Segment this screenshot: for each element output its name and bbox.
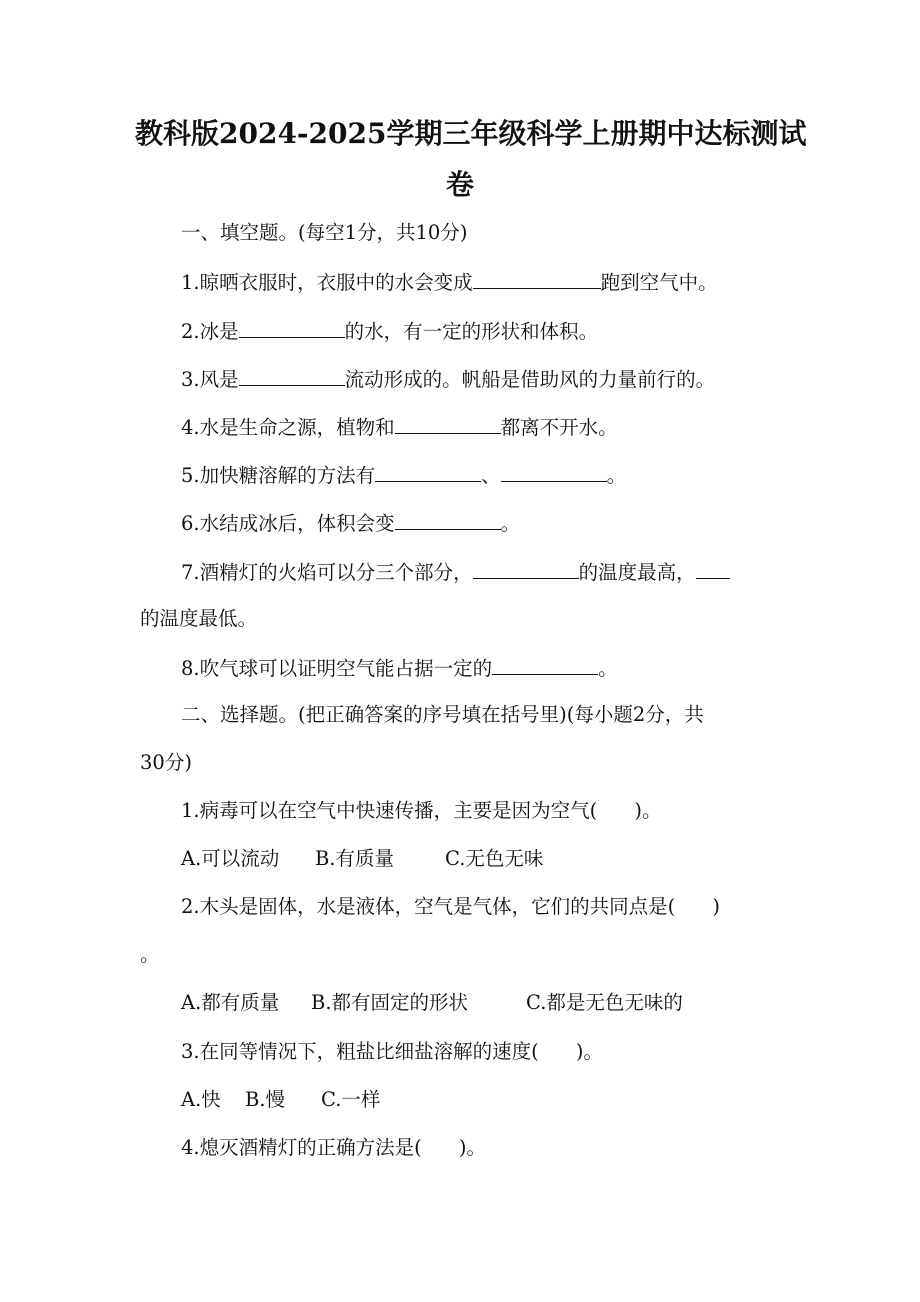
- answer-blank[interactable]: [473, 270, 601, 289]
- question-text: 都离不开水。: [500, 416, 618, 439]
- exam-title-line2: 卷: [445, 168, 474, 201]
- fill-question-3: [181, 367, 715, 391]
- question-text: 6.水结成冰后，体积会变: [181, 512, 395, 535]
- question-text: 5.加快糖溶解的方法有: [181, 464, 376, 487]
- question-text: 1.晾晒衣服时，衣服中的水会变成: [181, 271, 473, 294]
- option-b[interactable]: B.慢: [245, 1088, 286, 1111]
- section2-heading-continued: 30分): [140, 751, 192, 774]
- question-text: 。: [606, 464, 627, 487]
- answer-blank[interactable]: [239, 319, 345, 338]
- option-c[interactable]: C.无色无味: [445, 847, 544, 870]
- fill-question-4: [181, 415, 618, 439]
- choice-question-3: 3.在同等情况下，粗盐比细盐溶解的速度( )。: [181, 1040, 604, 1063]
- option-b[interactable]: B.有质量: [315, 847, 395, 870]
- question-text: 。: [500, 512, 521, 535]
- answer-blank[interactable]: [696, 560, 730, 579]
- section1-heading: 一、填空题。(每空1分，共10分): [181, 221, 468, 244]
- exam-title-line1: 教科版2024-2025学期三年级科学上册期中达标测试: [135, 117, 807, 150]
- answer-blank[interactable]: [395, 415, 501, 434]
- question-text: 。: [598, 657, 618, 680]
- choice-question-2-continued: 。: [140, 943, 160, 966]
- choice-question-3-options: [181, 1089, 380, 1111]
- option-b[interactable]: B.都有固定的形状: [311, 991, 469, 1014]
- question-text: 流动形成的。帆船是借助风的力量前行的。: [344, 368, 716, 391]
- fill-question-7: [181, 560, 730, 584]
- choice-question-4: 4.熄灭酒精灯的正确方法是( )。: [181, 1136, 487, 1159]
- question-text: 跑到空气中。: [600, 271, 718, 294]
- fill-question-2: [181, 319, 598, 343]
- choice-question-2-options: [181, 992, 683, 1014]
- question-text: 4.水是生命之源，植物和: [181, 416, 395, 439]
- question-text: 3.风是: [181, 368, 239, 391]
- question-text: 2.冰是: [181, 320, 239, 343]
- answer-blank[interactable]: [501, 463, 607, 482]
- answer-blank[interactable]: [375, 463, 481, 482]
- question-text: 7.酒精灯的火焰可以分三个部分，: [181, 561, 473, 584]
- fill-question-5: [181, 463, 626, 487]
- option-c[interactable]: C.一样: [321, 1088, 381, 1111]
- fill-question-7-continued: 的温度最低。: [140, 607, 258, 630]
- answer-blank[interactable]: [395, 511, 501, 530]
- fill-question-8: [181, 656, 618, 680]
- question-text: 、: [481, 464, 501, 487]
- option-a[interactable]: A.快: [181, 1088, 221, 1111]
- answer-blank[interactable]: [492, 656, 598, 675]
- fill-question-6: [181, 511, 520, 535]
- choice-question-1: 1.病毒可以在空气中快速传播，主要是因为空气( )。: [181, 799, 662, 822]
- question-text: 8.吹气球可以证明空气能占据一定的: [181, 657, 493, 680]
- option-a[interactable]: A.都有质量: [181, 991, 280, 1014]
- choice-question-1-options: [181, 848, 543, 870]
- section2-heading: 二、选择题。(把正确答案的序号填在括号里)(每小题2分，共: [181, 703, 704, 726]
- choice-question-2: 2.木头是固体，水是液体，空气是气体，它们的共同点是( ): [181, 895, 721, 918]
- answer-blank[interactable]: [473, 560, 579, 579]
- question-text: 的温度最高，: [578, 561, 696, 584]
- option-a[interactable]: A.可以流动: [181, 847, 280, 870]
- fill-question-1: [181, 270, 718, 294]
- answer-blank[interactable]: [239, 367, 345, 386]
- option-c[interactable]: C.都是无色无味的: [526, 991, 683, 1014]
- question-text: 的水，有一定的形状和体积。: [344, 320, 599, 343]
